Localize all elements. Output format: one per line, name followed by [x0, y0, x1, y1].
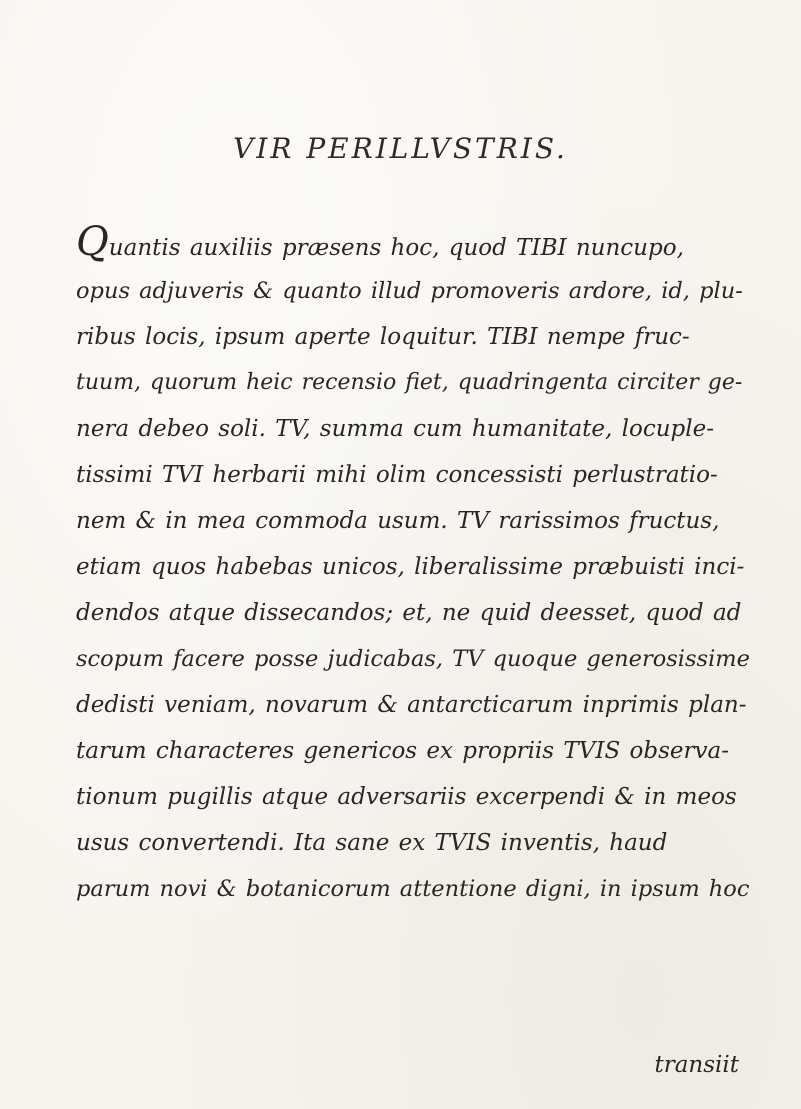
catchword: transiit [654, 1052, 739, 1078]
text-line-10 [76, 646, 752, 692]
text-line-7 [76, 508, 752, 554]
text-line-3 [76, 324, 752, 370]
line-11-text: dedisti veniam, novarum & antarcticarum inprimis plan- [76, 692, 747, 718]
text-line-4 [76, 370, 752, 416]
line-5-text: nera debeo soli. TV, summa cum humanitate, locuple- [76, 416, 714, 442]
line-12-text: tarum characteres genericos ex propriis TVIS observa- [76, 738, 729, 764]
initial-letter: Q [76, 219, 109, 265]
text-line-1 [76, 219, 752, 278]
line-10-text: scopum facere posse judicabas, TV quoque generosissime [76, 646, 750, 672]
text-line-13 [76, 784, 752, 830]
page-heading: VIR PERILLVSTRIS. [233, 132, 568, 165]
text-line-11 [76, 692, 752, 738]
text-line-2 [76, 278, 752, 324]
line-4-text: tuum, quorum heic recensio fiet, quadringenta circiter ge- [76, 370, 743, 395]
line-6-text: tissimi TVI herbarii mihi olim concessisti perlustratio- [76, 462, 718, 488]
text-line-6 [76, 462, 752, 508]
line-13-text: tionum pugillis atque adversariis excerpendi & in meos [76, 784, 737, 810]
text-line-5 [76, 416, 752, 462]
line-1-content [76, 219, 684, 265]
body-text [76, 219, 752, 922]
line-9-text: dendos atque dissecandos; et, ne quid deesset, quod ad [76, 600, 742, 626]
line-14-text: usus convertendi. Ita sane ex TVIS inventis, haud [76, 830, 668, 856]
line-2-text: opus adjuveris & quanto illud promoveris ardore, id, plu- [76, 278, 743, 304]
text-line-12 [76, 738, 752, 784]
text-line-15 [76, 876, 752, 922]
line-3-text: ribus locis, ipsum aperte loquitur. TIBI nempe fruc- [76, 324, 690, 350]
line-15-text: parum novi & botanicorum attentione digni, in ipsum hoc [76, 876, 750, 902]
line-1-text: uantis auxiliis præsens hoc, quod TIBI nuncupo, [108, 235, 684, 261]
line-8-text: etiam quos habebas unicos, liberalissime præbuisti inci- [76, 554, 745, 580]
line-7-text: nem & in mea commoda usum. TV rarissimos fructus, [76, 508, 720, 534]
text-line-14 [76, 830, 752, 876]
text-line-8 [76, 554, 752, 600]
text-line-9 [76, 600, 752, 646]
